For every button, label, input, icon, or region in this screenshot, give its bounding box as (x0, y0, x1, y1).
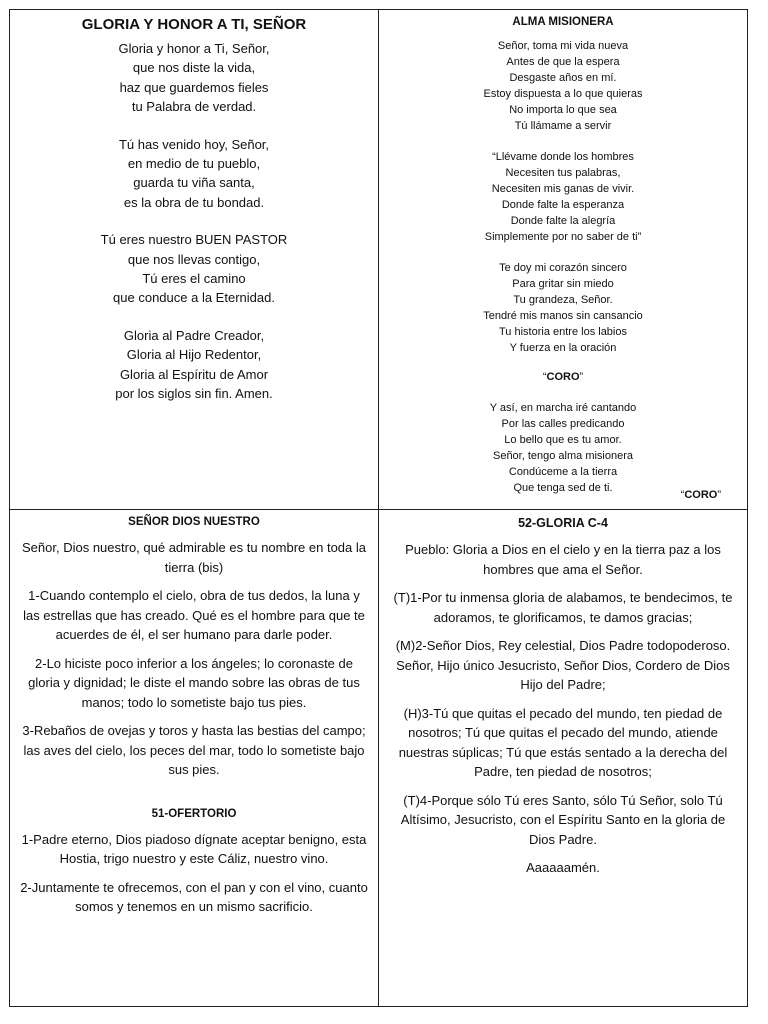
lyric-line: Por las calles predicando (501, 418, 625, 430)
lyric-line: Estoy dispuesta a lo que quieras (483, 88, 643, 100)
lyric-line: Tu grandeza, Señor. (513, 294, 613, 306)
lyric-line: Gloria al Padre Creador, (123, 327, 265, 343)
lyric-line: Y fuerza en la oración (509, 342, 617, 354)
lyric-line: Necesiten mis ganas de vivir. (491, 183, 635, 195)
paragraph: Pueblo: Gloria a Dios en el cielo y en la tierra paz a los hombres que ama el Señor. (405, 542, 721, 577)
stanza (10, 230, 378, 308)
lyric-line: Tú has venido hoy, Señor, (118, 136, 270, 152)
lyric-line: Tú llámame a servir (514, 120, 612, 132)
lyric-line: Para gritar sin miedo (512, 278, 614, 290)
lyric-line: Gloria al Hijo Redentor, (126, 347, 262, 363)
lyric-line: Condúceme a la tierra (508, 466, 618, 478)
coro-close-quote: ” (579, 371, 584, 383)
coro-label-end (681, 489, 721, 501)
lyric-line: que conduce a la Eternidad. (113, 290, 275, 306)
paragraph: 1-Padre eterno, Dios piadoso dígnate aceptar benigno, esta Hostia, trigo nuestro y este Cáliz, nuestro vino. (21, 831, 367, 866)
lyric-line: Tendré mis manos sin cansancio (483, 310, 643, 322)
stanza (379, 260, 747, 356)
paragraph: Aaaaaamén. (526, 860, 600, 875)
paragraph: Señor, Dios nuestro, qué admirable es tu nombre en toda la tierra (bis) (22, 540, 366, 575)
paragraph: (H)3-Tú que quitas el pecado del mundo, ten piedad de nosotros; Tú que quitas el pecado del mundo, atiende nuestras súplicas; Tú que estás sentado a la derecha del Padre, ten piedad de nosotros; (398, 705, 728, 779)
coro-open-quote: “ (542, 371, 547, 383)
lyric-line: Donde falte la esperanza (501, 199, 625, 211)
lyric-line: No importa lo que sea (509, 104, 617, 116)
lyric-line: que nos llevas contigo, (127, 251, 261, 267)
lyric-line: Que tenga sed de ti. (513, 482, 613, 494)
lyric-line: guarda tu viña santa, (133, 175, 255, 191)
lyric-line: Tu historia entre los labios (499, 326, 627, 338)
paragraph: (T)4-Porque sólo Tú eres Santo, sólo Tú Señor, solo Tú Altísimo, Jesucristo, con el Espíritu Santo en la gloria de Dios Padre. (400, 792, 726, 847)
paragraph: (M)2-Señor Dios, Rey celestial, Dios Padre todopoderoso. Señor, Hijo único Jesucristo, Señor Dios, Cordero de Dios Hijo del Padre; (395, 638, 731, 692)
lyric-line: Desgaste años en mí. (509, 72, 617, 84)
lyric-line: Lo bello que es tu amor. (504, 434, 622, 446)
stanza (10, 326, 378, 404)
gloria-c4-box (378, 509, 748, 1007)
stanza (379, 149, 747, 245)
lyric-line: Te doy mi corazón sincero (499, 262, 627, 274)
lyric-line: Tú eres el camino (142, 271, 246, 287)
lyric-line: Necesiten tus palabras, (505, 167, 621, 179)
senor-dios-title: SEÑOR DIOS NUESTRO (128, 516, 260, 528)
lyric-line: en medio de tu pueblo, (127, 156, 261, 172)
lyric-line: Señor, toma mi vida nueva (497, 40, 629, 52)
paragraph: 1-Cuando contemplo el cielo, obra de tus dedos, la luna y las estrellas que has creado. Qué es el hombre para que te acuerdes de él, el ser humano para darle poder. (23, 588, 365, 642)
lyric-line: Gloria al Espíritu de Amor (119, 366, 269, 382)
lyric-line: que nos diste la vida, (132, 60, 256, 76)
lyric-line: Simplemente por no saber de ti” (484, 231, 642, 243)
lyric-line: Tú eres nuestro BUEN PASTOR (100, 232, 288, 248)
lyric-line: Y así, en marcha iré cantando (489, 402, 637, 414)
ofertorio-title: 51-OFERTORIO (151, 807, 237, 820)
paragraph: 2-Lo hiciste poco inferior a los ángeles; lo coronaste de gloria y dignidad; le diste el mando sobre las obras de tus manos; todo lo sometiste bajo tus pies. (28, 655, 360, 710)
gloria-honor-box (9, 9, 379, 510)
stanza (379, 38, 747, 134)
coro-word: CORO (546, 371, 580, 383)
paragraph: 2-Juntamente te ofrecemos, con el pan y con el vino, cuanto somos y tenemos en un mismo sacrificio. (20, 879, 368, 914)
lyric-line: Antes de que la espera (506, 56, 620, 68)
lyric-line: Donde falte la alegría (510, 215, 616, 227)
lyric-line: por los siglos sin fin. Amen. (115, 386, 273, 402)
coro-label (379, 371, 747, 383)
alma-misionera-box (378, 9, 748, 510)
lyric-line: tu Palabra de verdad. (131, 99, 257, 115)
lyric-line: Gloria y honor a Ti, Señor, (118, 41, 270, 56)
paragraph: (T)1-Por tu inmensa gloria de alabamos, te bendecimos, te adoramos, te glorificamos, te damos gracias; (393, 590, 733, 625)
gloria-c4-title: 52-GLORIA C-4 (518, 516, 608, 530)
lyric-line: “Llévame donde los hombres (492, 151, 634, 163)
stanza (10, 135, 378, 213)
alma-misionera-title: ALMA MISIONERA (512, 16, 614, 28)
gloria-honor-title: GLORIA Y HONOR A TI, SEÑOR (81, 16, 307, 33)
senor-dios-box (9, 509, 379, 1007)
stanza (379, 400, 747, 496)
coro-open-quote: “ (680, 489, 685, 501)
lyric-line: haz que guardemos fieles (119, 79, 269, 95)
coro-word: CORO (684, 489, 718, 501)
lyric-line: es la obra de tu bondad. (123, 194, 265, 210)
coro-close-quote: ” (717, 489, 721, 501)
paragraph: 3-Rebaños de ovejas y toros y hasta las bestias del campo; las aves del cielo, los peces del mar, todo lo sometiste bajo sus pies. (22, 723, 366, 777)
lyric-line: Señor, tengo alma misionera (492, 450, 634, 462)
stanza (10, 39, 378, 117)
